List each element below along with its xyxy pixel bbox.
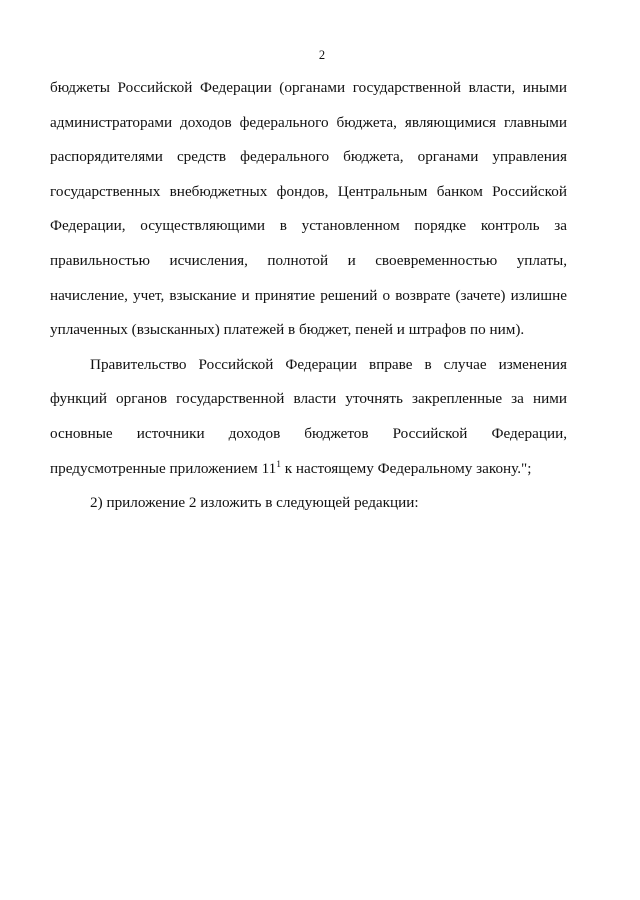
text-line: Федерации, осуществляющими в установленном порядке контроль за	[50, 217, 567, 235]
paragraph-2	[50, 348, 567, 486]
superscript: 1	[276, 459, 281, 470]
text-line: функций органов государственной власти уточнять закрепленные за ними	[50, 390, 567, 408]
text-line: бюджеты Российской Федерации (органами государственной власти, иными	[50, 79, 567, 96]
text-line: распорядителями средств федерального бюджета, органами управления	[50, 148, 567, 166]
text-line: правильностью исчисления, полнотой и своевременностью уплаты,	[50, 251, 567, 269]
text-line: начисление, учет, взыскание и принятие решений о возврате (зачете) излишне	[50, 286, 567, 304]
text-line-with-superscript	[50, 452, 567, 487]
text-line: основные источники доходов бюджетов Российской Федерации,	[50, 424, 567, 442]
page-body	[50, 71, 567, 521]
text-line: уплаченных (взысканных) платежей в бюджет, пеней и штрафов по ним).	[50, 321, 525, 339]
text-line: администраторами доходов федерального бюджета, являющимися главными	[50, 113, 567, 131]
text-line: Правительство Российской Федерации вправе в случае изменения	[90, 355, 567, 373]
text-line: 2) приложение 2 изложить в следующей редакции:	[90, 494, 419, 512]
text-segment: к настоящему Федеральному закону.";	[280, 459, 532, 477]
text-segment: предусмотренные приложением 11	[50, 459, 277, 477]
page-number: 2	[318, 48, 326, 62]
text-line: государственных внебюджетных фондов, Центральным банком Российской	[50, 182, 567, 200]
paragraph-3	[50, 486, 567, 521]
paragraph-1	[50, 71, 567, 348]
